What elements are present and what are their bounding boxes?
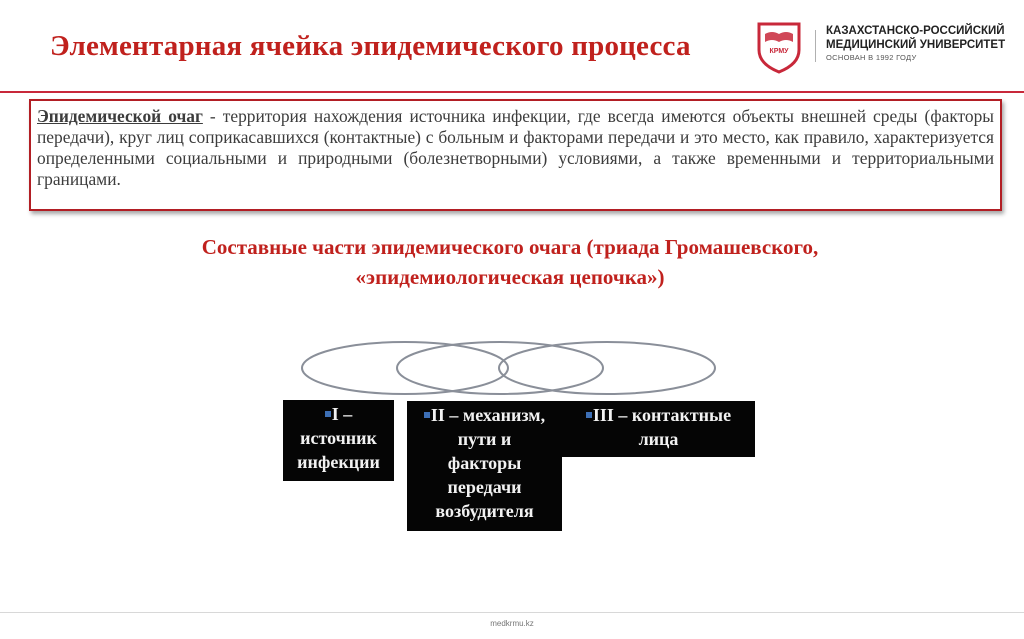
university-founded: ОСНОВАН В 1992 ГОДУ — [826, 53, 917, 62]
shield-icon — [755, 20, 803, 74]
definition-text: - территория нахождения источника инфекции, где всегда имеются объекты внешней среды (факторы передачи), круг лиц соприкасавшихся (контактные) с больным и факторами передачи и это место, как правило, характеризуется определенными социальными и природными (болезнетворными) условиями, а также временными и территориальными границами. — [37, 106, 994, 189]
footer-divider — [0, 612, 1024, 613]
box1-line3: инфекции — [297, 452, 380, 472]
slide-title: Элементарная ячейка эпидемического процесса — [50, 30, 691, 62]
box2-line5: возбудителя — [435, 501, 534, 521]
subtitle-line2: «эпидемиологическая цепочка») — [355, 265, 665, 289]
university-name — [826, 24, 1005, 52]
bullet-icon — [424, 412, 430, 418]
university-logo — [755, 20, 803, 74]
bullet-icon — [325, 411, 331, 417]
definition-paragraph — [37, 106, 994, 190]
ellipse-source — [302, 342, 508, 394]
section-subtitle — [100, 232, 920, 292]
definition-box — [29, 99, 1002, 211]
triad-box-source — [283, 400, 394, 481]
box2-line4: передачи — [447, 477, 522, 497]
logo-divider — [815, 30, 816, 62]
subtitle-line1: Составные части эпидемического очага (триада Громашевского, — [201, 235, 819, 259]
box2-line2: пути и — [457, 429, 512, 449]
header-divider — [0, 91, 1024, 93]
definition-term: Эпидемической очаг — [37, 106, 203, 126]
box1-line1: I – — [331, 404, 353, 424]
university-name-line1: КАЗАХСТАНСКО-РОССИЙСКИЙ — [826, 25, 1005, 37]
box2-line1: II – механизм, — [430, 405, 546, 425]
venn-ellipses — [300, 338, 720, 398]
ellipse-contacts — [499, 342, 715, 394]
footer-url: medkrmu.kz — [490, 619, 534, 628]
box3-line2: лица — [638, 429, 679, 449]
box3-line1: III – контактные — [592, 405, 732, 425]
bullet-icon — [586, 412, 592, 418]
box2-line3: факторы — [447, 453, 522, 473]
university-name-line2: МЕДИЦИНСКИЙ УНИВЕРСИТЕТ — [826, 39, 1006, 51]
box1-line2: источник — [300, 428, 377, 448]
triad-box-mechanism — [407, 401, 562, 531]
logo-abbr: КРМУ — [769, 48, 789, 55]
triad-box-contacts — [562, 401, 755, 457]
